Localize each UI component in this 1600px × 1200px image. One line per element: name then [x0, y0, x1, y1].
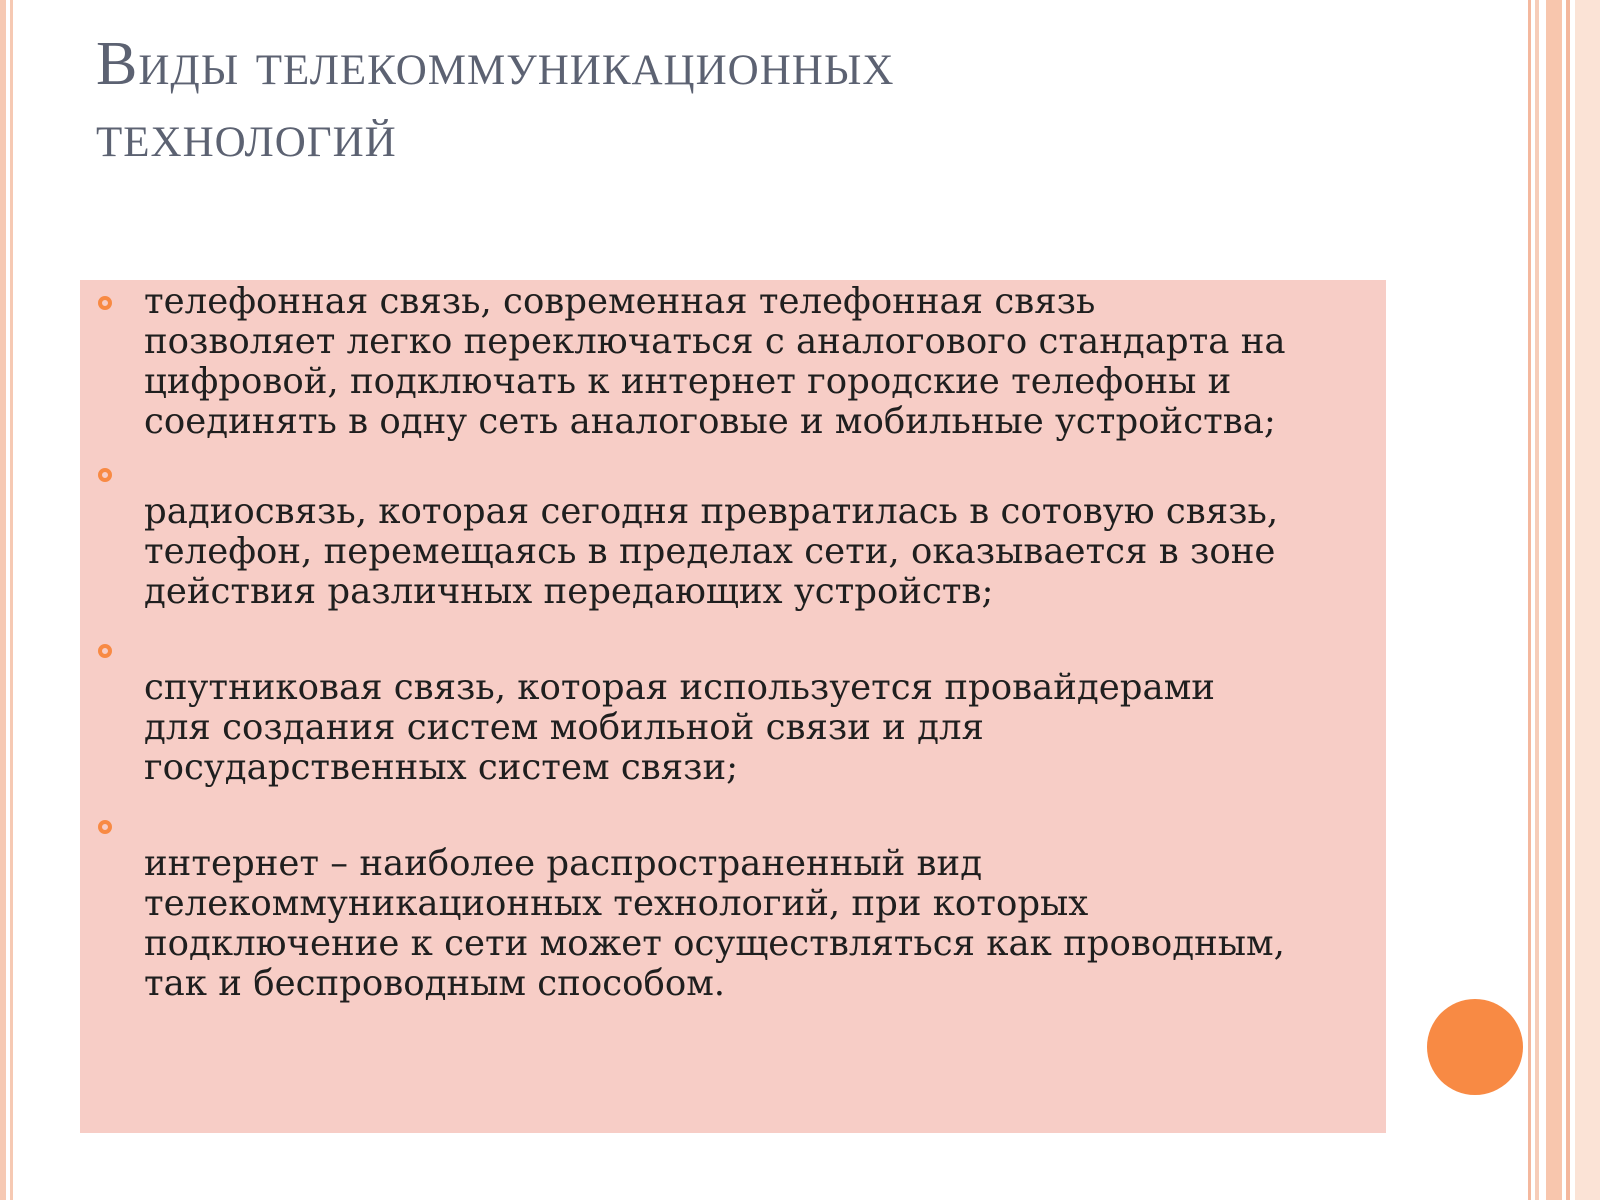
slide-title: Виды телекоммуникационных технологий	[96, 30, 895, 170]
bullet-text: интернет – наиболее распространенный вид телекоммуникационных технологий, при которых подключение к сети может осуществляться как проводным, так и беспроводным способом.	[144, 843, 1285, 1004]
bullet-text: радиосвязь, которая сегодня превратилась в сотовую связь, телефон, перемещаясь в пределах сети, оказывается в зоне действия различных передающих устройств;	[144, 491, 1279, 612]
right-border-stripe	[1575, 0, 1600, 1200]
left-border-stripe	[0, 0, 6, 1200]
bullet-circle-icon	[98, 296, 112, 310]
right-border-stripe	[1566, 0, 1570, 1200]
bullet-circle-icon	[98, 468, 112, 482]
bullet-text: телефонная связь, современная телефонная связь позволяет легко переключаться с аналогового стандарта на цифровой, подключать к интернет городские телефоны и соединять в одну сеть аналоговые и мобильные устройства;	[144, 281, 1286, 442]
left-border-stripe	[10, 0, 13, 1200]
bullet-circle-icon	[98, 820, 112, 834]
right-border-stripe	[1535, 0, 1539, 1200]
bullet-circle-icon	[98, 644, 112, 658]
content-box	[80, 280, 1386, 1133]
decorative-circle	[1427, 999, 1523, 1095]
right-border-stripe	[1546, 0, 1562, 1200]
bullet-text: спутниковая связь, которая используется провайдерами для создания систем мобильной связи и для государственных систем связи;	[144, 667, 1215, 788]
right-border-stripe	[1528, 0, 1531, 1200]
